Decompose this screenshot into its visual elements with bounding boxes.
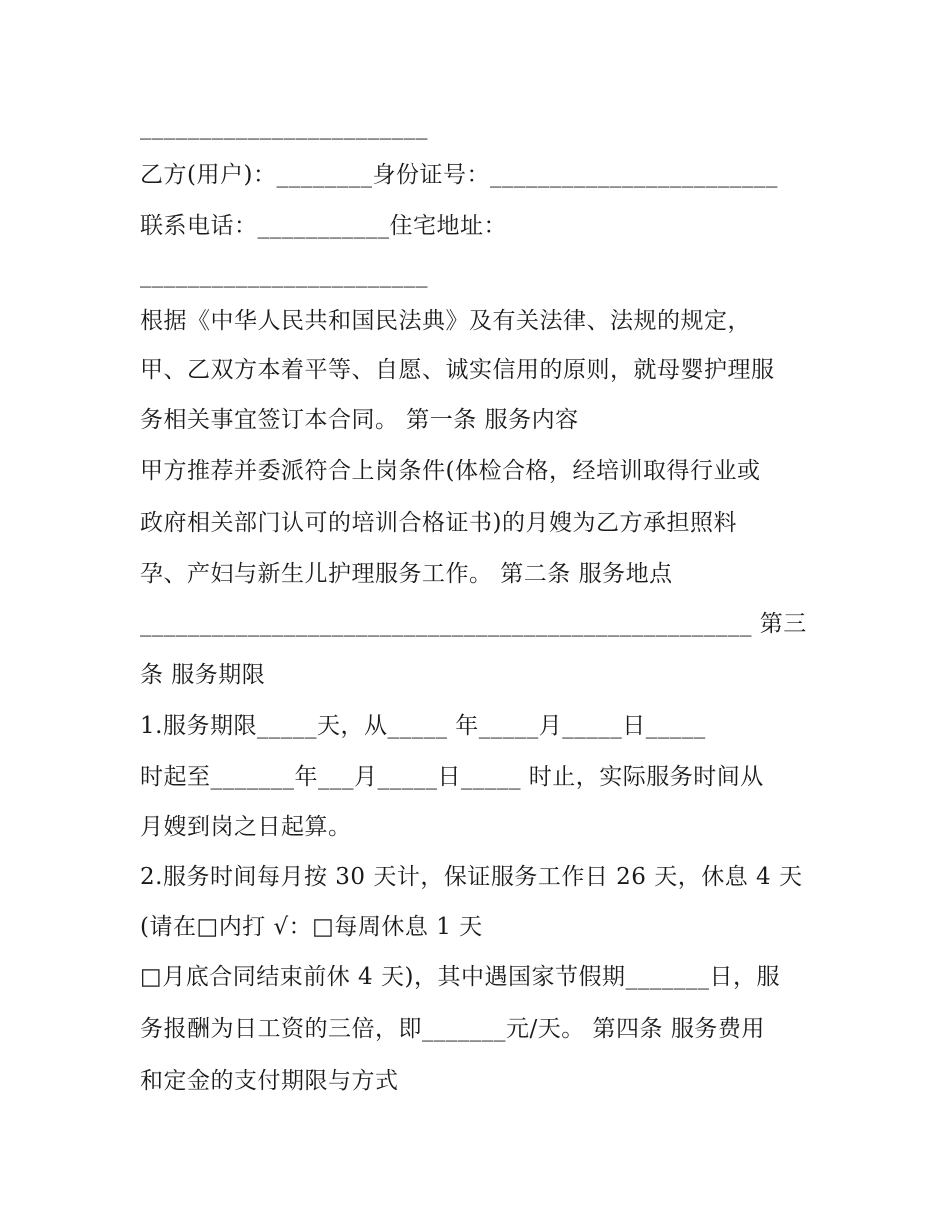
text-line: ___________________________________________________ 第三	[140, 611, 807, 637]
text-line: (请在□内打 √：□每周休息 1 天	[140, 914, 483, 940]
text-line: 务相关事宜签订本合同。 第一条 服务内容	[140, 407, 579, 433]
text-line: □月底合同结束前休 4 天)，其中遇国家节假期_______日，服	[140, 964, 780, 990]
text-line: 和定金的支付期限与方式	[140, 1068, 399, 1094]
text-line: 月嫂到岗之日起算。	[140, 814, 352, 840]
text-line: 政府相关部门认可的培训合格证书)的月嫂为乙方承担照料	[140, 510, 737, 536]
text-line: 2.服务时间每月按 30 天计，保证服务工作日 26 天，休息 4 天	[140, 864, 803, 890]
text-line: ________________________	[140, 262, 428, 288]
text-line: 乙方(用户)：________身份证号：________________________	[140, 162, 778, 188]
text-line: 甲方推荐并委派符合上岗条件(体检合格，经培训取得行业或	[140, 458, 761, 484]
text-line: 条 服务期限	[140, 662, 266, 688]
text-line: 孕、产妇与新生儿护理服务工作。 第二条 服务地点	[140, 561, 673, 587]
text-line: 联系电话：___________住宅地址：	[140, 213, 507, 239]
text-line: 时起至_______年___月_____日_____ 时止，实际服务时间从	[140, 764, 764, 790]
text-line: 甲、乙双方本着平等、自愿、诚实信用的原则，就母婴护理服	[140, 357, 775, 383]
text-line: ________________________	[140, 114, 428, 140]
text-line: 根据《中华人民共和国民法典》及有关法律、法规的规定，	[140, 308, 751, 334]
text-line: 1.服务期限_____天，从_____ 年_____月_____日_____	[140, 713, 706, 739]
text-line: 务报酬为日工资的三倍，即_______元/天。 第四条 服务费用	[140, 1016, 765, 1042]
